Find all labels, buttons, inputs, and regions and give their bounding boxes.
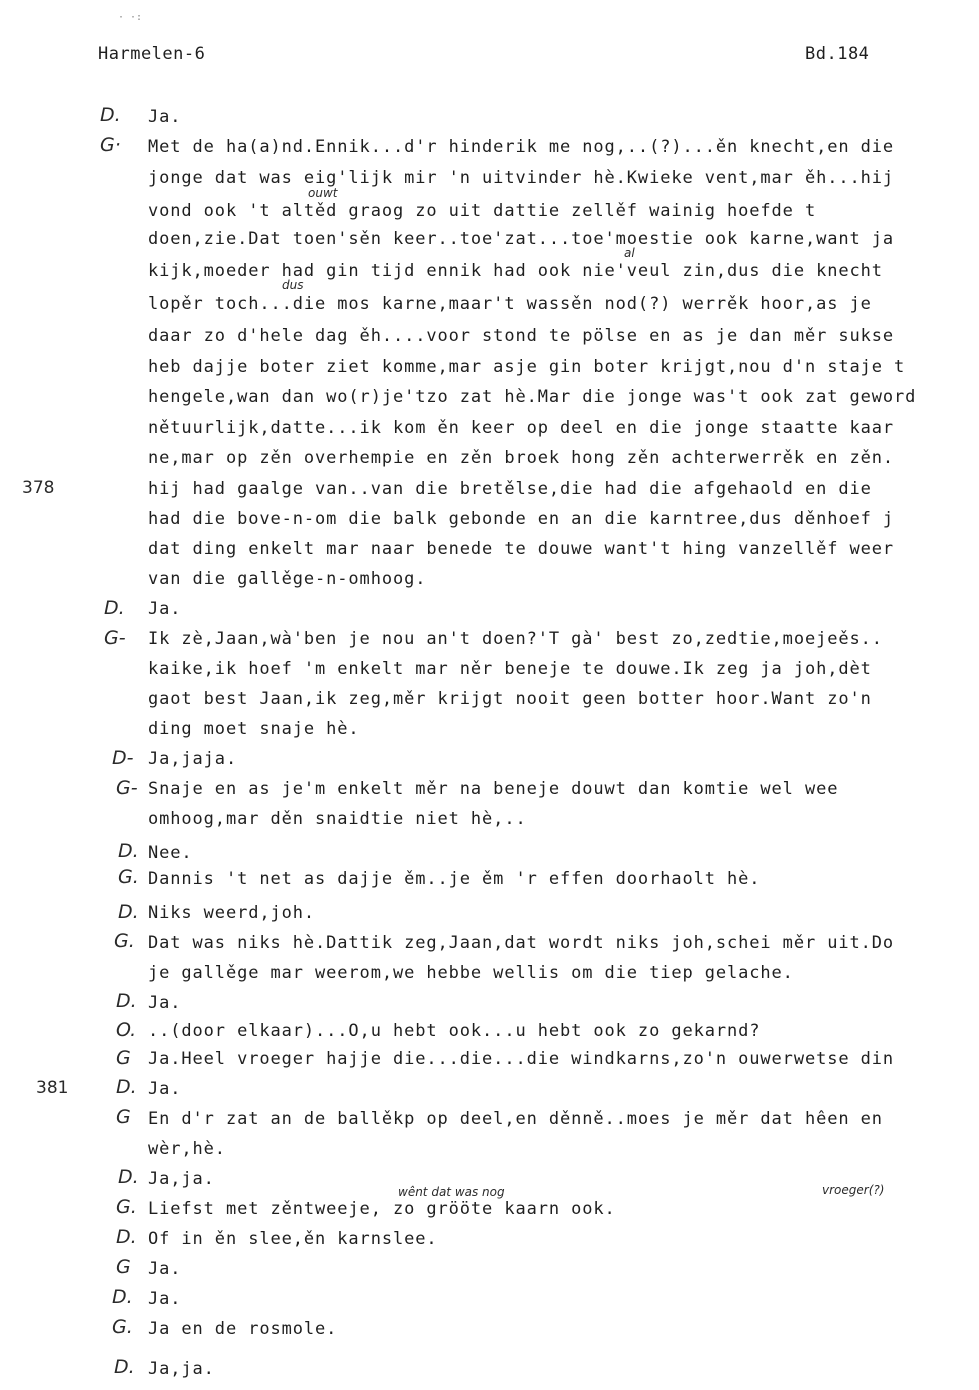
transcript-line: Ja.	[148, 599, 182, 619]
transcript-line: kaike,ik hoef 'm enkelt mar něr beneje te douwe.Ik zeg ja joh,dèt	[148, 659, 872, 679]
speaker-marker: D.	[114, 1356, 135, 1378]
transcript-line: kijk,moeder had gin tijd ennik had ook nie'veul zin,dus die knecht	[148, 261, 883, 281]
speaker-marker: D-	[112, 747, 134, 769]
transcript-line: hengele,wan dan wo(r)je'tzo zat hè.Mar die jonge was't ook zat geword	[148, 387, 917, 407]
handwritten-annotation: al	[624, 246, 635, 260]
transcript-line: ding moet snaje hè.	[148, 719, 360, 739]
transcript-line: Met de ha(a)nd.Ennik...d'r hinderik me nog,..(?)...ěn knecht,en die	[148, 137, 895, 157]
transcript-line: heb dajje boter ziet komme,mar asje gin boter krijgt,nou d'n staje t	[148, 357, 906, 377]
handwritten-annotation: ouwt	[308, 186, 338, 200]
handwritten-annotation: dus	[282, 278, 304, 292]
transcript-line: wèr,hè.	[148, 1139, 226, 1159]
speaker-marker: D.	[116, 990, 137, 1012]
transcript-line: jonge dat was eig'lijk mir 'n uitvinder hè.Kwieke vent,mar ěh...hij	[148, 168, 895, 188]
transcript-line: Snaje en as je'm enkelt měr na beneje douwt dan komtie wel wee	[148, 779, 839, 799]
transcript-line: ..(door elkaar)...O,u hebt ook...u hebt ook zo gekarnd?	[148, 1021, 761, 1041]
speaker-marker: G-	[116, 777, 138, 799]
speaker-marker: G.	[118, 866, 139, 888]
speaker-marker: G	[116, 1106, 131, 1128]
speaker-marker: G	[116, 1256, 131, 1278]
transcript-line: hij had gaalge van..van die bretělse,die had die afgehaold en die	[148, 479, 872, 499]
transcript-line: Liefst met zěntweeje, zo grööte kaarn ook.	[148, 1199, 616, 1219]
transcript-line: Ja,ja.	[148, 1169, 215, 1189]
transcript-line: gaot best Jaan,ik zeg,měr krijgt nooit geen botter hoor.Want zo'n	[148, 689, 872, 709]
document-title: Harmelen-6	[98, 44, 206, 64]
page-reference: Bd.184	[805, 44, 870, 64]
speaker-marker: D.	[116, 1226, 137, 1248]
transcript-line: dat ding enkelt mar naar benede te douwe want't hing vanzellěf weer	[148, 539, 895, 559]
transcript-line: had die bove-n-om die balk gebonde en an die karntree,dus děnhoef j	[148, 509, 895, 529]
transcript-line: Ja en de rosmole.	[148, 1319, 338, 1339]
transcript-line: vond ook 't altěd graog zo uit dattie zellěf wainig hoefde t	[148, 201, 817, 221]
transcript-line: doen,zie.Dat toen'sěn keer..toe'zat...toe'moestie ook karne,want ja	[148, 229, 895, 249]
speaker-marker: G.	[116, 1196, 137, 1218]
transcript-line: Dannis 't net as dajje ěm..je ěm 'r effen doorhaolt hè.	[148, 869, 761, 889]
speaker-marker: G·	[100, 134, 121, 156]
transcript-line: Ik zè,Jaan,wà'ben je nou an't doen?'T gà' best zo,zedtie,moejeěs..	[148, 629, 883, 649]
transcript-line: omhoog,mar děn snaidtie niet hè,..	[148, 809, 527, 829]
margin-line-number: 381	[36, 1078, 69, 1098]
transcript-line: Ja.	[148, 993, 182, 1013]
transcript-line: Dat was niks hè.Dattik zeg,Jaan,dat wordt niks joh,schei měr uit.Do	[148, 933, 895, 953]
transcript-line: Ja.	[148, 1259, 182, 1279]
handwritten-annotation: vroeger(?)	[822, 1183, 885, 1197]
transcript-line: En d'r zat an de ballěkp op deel,en děnně..moes je měr dat hêen en	[148, 1109, 883, 1129]
transcript-line: Nee.	[148, 843, 193, 863]
transcript-line: lopěr toch...die mos karne,maar't wassěn nod(?) werrěk hoor,as je	[148, 294, 872, 314]
transcript-line: Ja.	[148, 107, 182, 127]
speaker-marker: G.	[114, 930, 135, 952]
transcript-line: Ja.Heel vroeger hajje die...die...die windkarns,zo'n ouwerwetse din	[148, 1049, 895, 1069]
transcript-line: Of in ěn slee,ěn karnslee.	[148, 1229, 438, 1249]
speaker-marker: G.	[112, 1316, 133, 1338]
speaker-marker: D.	[118, 901, 139, 923]
speaker-marker: G-	[104, 627, 126, 649]
transcript-line: Ja.	[148, 1079, 182, 1099]
transcript-line: Ja.	[148, 1289, 182, 1309]
transcript-line: Niks weerd,joh.	[148, 903, 316, 923]
transcript-line: daar zo d'hele dag ěh....voor stond te pölse en as je dan měr sukse	[148, 326, 895, 346]
speaker-marker: O.	[116, 1019, 137, 1041]
transcript-line: nětuurlijk,datte...ik kom ěn keer op deel en die jonge staatte kaar	[148, 418, 895, 438]
speaker-marker: D.	[118, 840, 139, 862]
speaker-marker: D.	[118, 1166, 139, 1188]
scan-specks: · ·:	[118, 12, 143, 23]
speaker-marker: D.	[100, 104, 121, 126]
speaker-marker: D.	[104, 597, 125, 619]
speaker-marker: D.	[116, 1076, 137, 1098]
speaker-marker: D.	[112, 1286, 133, 1308]
handwritten-annotation: wênt dat was nog	[398, 1185, 505, 1199]
transcript-line: van die gallěge-n-omhoog.	[148, 569, 427, 589]
transcript-line: Ja,ja.	[148, 1359, 215, 1379]
transcript-line: je gallěge mar weerom,we hebbe wellis om die tiep gelache.	[148, 963, 794, 983]
transcript-line: Ja,jaja.	[148, 749, 238, 769]
transcript-line: ne,mar op zěn overhempie en zěn broek hong zěn achterwerrěk en zěn.	[148, 448, 895, 468]
speaker-marker: G	[116, 1047, 131, 1069]
margin-line-number: 378	[22, 478, 55, 498]
